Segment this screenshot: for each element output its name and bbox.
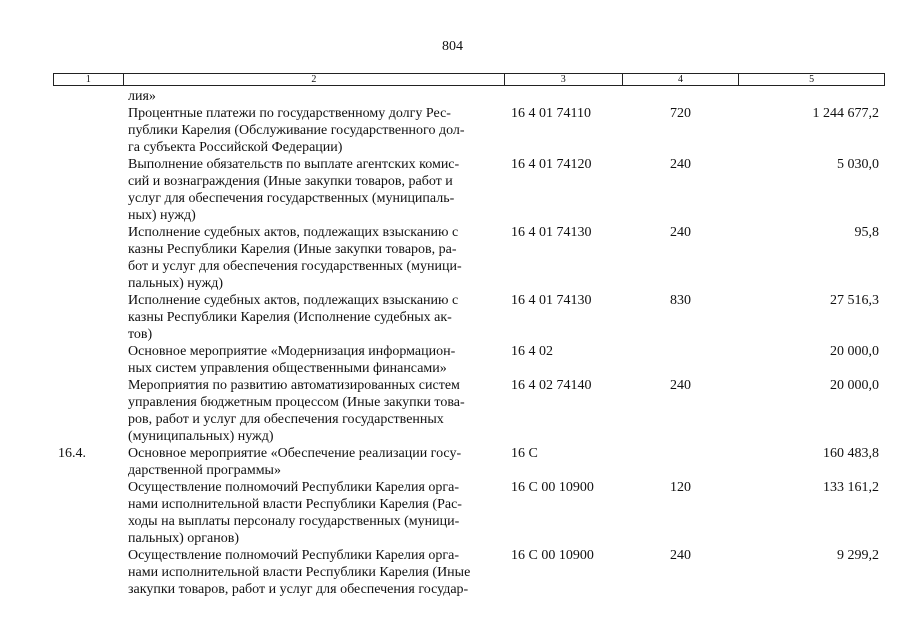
expense-type-code: 240: [670, 378, 691, 393]
description-line: сий и вознаграждения (Иные закупки товаров, работ и: [128, 174, 453, 189]
target-article-code: 16 4 02: [511, 344, 553, 359]
amount: 160 483,8: [823, 446, 879, 461]
description-line: бот и услуг для обеспечения государственных (муници-: [128, 259, 462, 274]
description-line: ходы на выплаты персоналу государственных (муници-: [128, 514, 460, 529]
amount: 9 299,2: [837, 548, 879, 563]
table-column-header-row: [53, 73, 885, 86]
description-line: Основное мероприятие «Обеспечение реализации госу-: [128, 446, 462, 461]
row-description: [128, 156, 503, 224]
target-article-code: 16 4 01 74130: [511, 225, 592, 240]
expense-type-code: 240: [670, 548, 691, 563]
row-description: [128, 377, 503, 445]
table-row: [0, 156, 905, 224]
table-row: [0, 343, 905, 377]
description-line: га субъекта Российской Федерации): [128, 140, 343, 155]
table-row: [0, 445, 905, 479]
column-header-2: 2: [124, 74, 505, 85]
description-line: Исполнение судебных актов, подлежащих взысканию с: [128, 225, 459, 240]
description-line: Осуществление полномочий Республики Карелия орга-: [128, 480, 460, 495]
expense-type-code: 720: [670, 106, 691, 121]
description-line: Выполнение обязательств по выплате агентских комис-: [128, 157, 460, 172]
description-line: (муниципальных) нужд): [128, 429, 274, 444]
target-article-code: 16 С 00 10900: [511, 548, 594, 563]
description-line: Исполнение судебных актов, подлежащих взысканию с: [128, 293, 459, 308]
budget-table-body: [0, 88, 905, 598]
amount: 1 244 677,2: [812, 106, 879, 121]
row-description: [128, 224, 503, 292]
description-line: ных систем управления общественными финансами»: [128, 361, 447, 376]
row-description: [128, 343, 503, 377]
description-line: Основное мероприятие «Модернизация информацион-: [128, 344, 456, 359]
table-row: [0, 377, 905, 445]
description-line: закупки товаров, работ и услуг для обеспечения государ-: [128, 582, 469, 597]
amount: 20 000,0: [830, 378, 879, 393]
amount: 133 161,2: [823, 480, 879, 495]
target-article-code: 16 4 01 74110: [511, 106, 591, 121]
description-line: Мероприятия по развитию автоматизированных систем: [128, 378, 460, 393]
row-description: [128, 479, 503, 547]
amount: 27 516,3: [830, 293, 879, 308]
amount: 5 030,0: [837, 157, 879, 172]
amount: 95,8: [854, 225, 879, 240]
row-description: [128, 292, 503, 343]
row-description: [128, 547, 503, 598]
description-line: публики Карелия (Обслуживание государственного дол-: [128, 123, 465, 138]
table-row: [0, 547, 905, 598]
target-article-code: 16 4 02 74140: [511, 378, 592, 393]
description-line: нами исполнительной власти Республики Карелия (Иные: [128, 565, 471, 580]
table-row: [0, 224, 905, 292]
description-line: Процентные платежи по государственному долгу Рес-: [128, 106, 451, 121]
description-line: лия»: [128, 89, 156, 104]
description-line: пальных) органов): [128, 531, 239, 546]
row-description: [128, 88, 503, 105]
description-line: ных) нужд): [128, 208, 196, 223]
description-line: ров, работ и услуг для обеспечения государственных: [128, 412, 444, 427]
expense-type-code: 830: [670, 293, 691, 308]
column-header-4: 4: [623, 74, 740, 85]
column-header-3: 3: [505, 74, 623, 85]
description-line: нами исполнительной власти Республики Карелия (Рас-: [128, 497, 462, 512]
description-line: услуг для обеспечения государственных (муниципаль-: [128, 191, 455, 206]
expense-type-code: 240: [670, 157, 691, 172]
page-number: 804: [442, 39, 463, 54]
row-number: 16.4.: [58, 446, 86, 461]
description-line: казны Республики Карелия (Исполнение судебных ак-: [128, 310, 452, 325]
description-line: казны Республики Карелия (Иные закупки товаров, ра-: [128, 242, 457, 257]
row-description: [128, 445, 503, 479]
expense-type-code: 240: [670, 225, 691, 240]
target-article-code: 16 С: [511, 446, 538, 461]
table-row: [0, 88, 905, 105]
description-line: дарственной программы»: [128, 463, 281, 478]
description-line: Осуществление полномочий Республики Карелия орга-: [128, 548, 460, 563]
description-line: пальных) нужд): [128, 276, 224, 291]
target-article-code: 16 4 01 74130: [511, 293, 592, 308]
column-header-5: 5: [809, 74, 815, 85]
column-header-1: 1: [54, 74, 124, 85]
table-row: [0, 479, 905, 547]
expense-type-code: 120: [670, 480, 691, 495]
description-line: управления бюджетным процессом (Иные закупки това-: [128, 395, 465, 410]
target-article-code: 16 4 01 74120: [511, 157, 592, 172]
description-line: тов): [128, 327, 153, 342]
amount: 20 000,0: [830, 344, 879, 359]
row-description: [128, 105, 503, 156]
table-row: [0, 292, 905, 343]
table-row: [0, 105, 905, 156]
target-article-code: 16 С 00 10900: [511, 480, 594, 495]
